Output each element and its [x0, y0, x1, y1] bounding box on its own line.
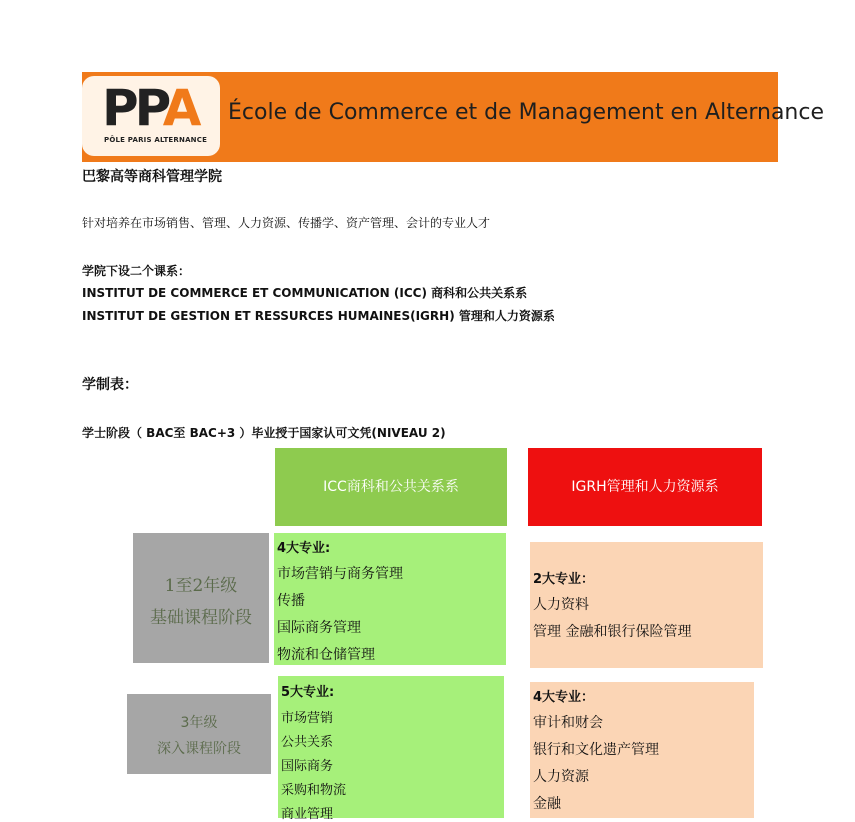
list-item: 市场营销	[281, 711, 334, 726]
igrh-cell-level-1	[530, 542, 763, 668]
icc-header-cell	[275, 448, 507, 526]
list-item: 银行和文化遗产管理	[533, 742, 659, 758]
specialty-count: 5大专业:	[281, 685, 335, 700]
list-item: 市场营销与商务管理	[277, 566, 403, 582]
schedule-title: 学制表：	[82, 377, 138, 393]
logo-subtitle: PÔLE PARIS ALTERNANCE	[104, 136, 208, 144]
level-cell-year-3	[127, 694, 271, 774]
school-banner	[82, 72, 825, 162]
list-item: 公共关系	[281, 735, 334, 750]
banner-title: École de Commerce et de Management en Alternance	[228, 100, 825, 125]
list-item: 审计和财会	[533, 715, 603, 731]
list-item: 采购和物流	[281, 783, 347, 798]
list-item: 物流和仓储管理	[277, 647, 375, 663]
icc-cell-level-2	[278, 676, 504, 822]
list-item: 金融	[533, 796, 561, 812]
school-name: 巴黎高等商科管理学院	[82, 169, 222, 185]
list-item: 管理 金融和银行保险管理	[533, 624, 692, 640]
igrh-header-label: IGRH管理和人力资源系	[571, 479, 719, 495]
stage-title: 学士阶段（ BAC至 BAC+3 ）毕业授于国家认可文凭(NIVEAU 2)	[82, 426, 446, 440]
department-icc: INSTITUT DE COMMERCE ET COMMUNICATION (ICC) 商科和公共关系系	[82, 286, 528, 300]
list-item: 国际商务	[281, 759, 334, 774]
level-label: 3年级	[180, 715, 218, 731]
igrh-cell-level-2	[530, 682, 754, 818]
logo-mark: PPA	[102, 79, 198, 137]
specialty-count: 4大专业:	[277, 541, 331, 556]
list-item: 人力资源	[533, 769, 589, 785]
level-cell-years-1-2	[133, 533, 269, 663]
level-label: 深入课程阶段	[157, 741, 241, 757]
icc-cell-level-1	[274, 533, 506, 665]
level-label: 基础课程阶段	[150, 608, 252, 628]
icc-header-label: ICC商科和公共关系系	[323, 479, 459, 495]
level-label: 1至2年级	[164, 576, 238, 596]
list-item: 商业管理	[281, 807, 334, 822]
department-igrh: INSTITUT DE GESTION ET RESSURCES HUMAINES(IGRH) 管理和人力资源系	[82, 309, 555, 323]
school-description: 针对培养在市场销售、管理、人力资源、传播学、资产管理、会计的专业人才	[82, 216, 491, 230]
list-item: 传播	[277, 593, 305, 609]
igrh-header-cell	[528, 448, 762, 526]
list-item: 国际商务管理	[277, 620, 361, 636]
list-item: 人力资料	[533, 597, 589, 613]
ppa-logo	[82, 76, 220, 156]
specialty-count: 2大专业：	[533, 572, 595, 587]
specialty-count: 4大专业：	[533, 690, 595, 705]
departments-heading: 学院下设二个课系：	[82, 264, 191, 278]
